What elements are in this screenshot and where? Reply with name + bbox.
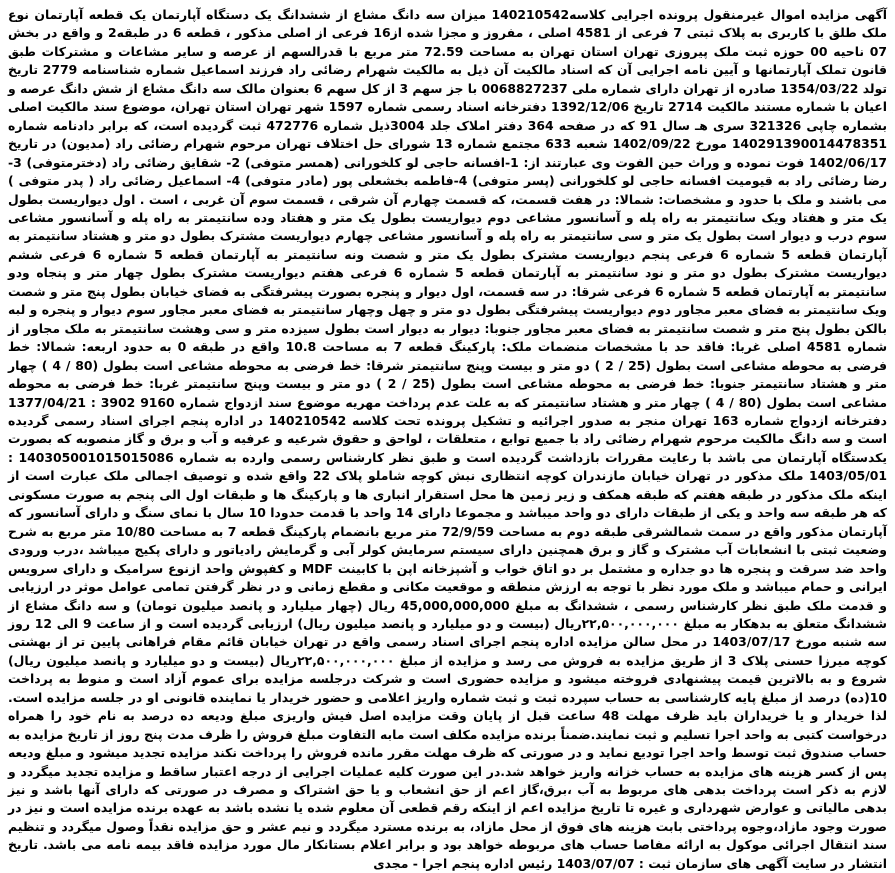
auction-notice-text: آگهی مزایده اموال غیرمنقول پرونده اجرایی کلاسه140210542 میزان سه دانگ مشاع از ششدانگ یک دستگاه آپارتمان یک قطعه آپارتمان نوع ملک طلق با کاربری به پلاک ثبتی 7 فرعی از 4581 اصلی ، مفروز و مجزا شده از16 فرعی از اصلی مذکور ، قطعه 6 در طبقه2 و واقع در بخش 07 ناحیه 00 حوزه ثبت ملک پیروزی تهران استان تهران به مساحت 72.59 متر مربع با قدرالسهم از عرصه و سایر مشاعات و مشترکات طبق قانون تملک آپارتمانها و آیین نامه اجرایی آن که اسناد مالکیت آن ذیل به مالکیت شهرام رضائی راد فرزند اسماعیل شماره شناسنامه 2779 تاریخ تولد 1354/03/22 صادره از تهران دارای شماره ملی 0068827237 با جز سهم 3 از کل سهم 6 بعنوان مالک سه دانگ مشاع از شش دانگ عرصه و اعیان با شماره مستند مالکیت 2714 تاریخ 1392/12/06 دفترخانه اسناد رسمی شماره 1597 شهر تهران استان تهران، موضوع سند مالکیت اصلی بشماره چاپی 321326 سری هـ سال 91 که در صفحه 364 دفتر املاک جلد 3004ذیل شماره 472776 ثبت گردیده است، که برابر دادنامه شماره 140291390014478351 مورخ 1402/09/22 شعبه 633 مجتمع شماره 13 شورای حل اختلاف تهران مرحوم شهرام رضائی راد (مدیون) در تاریخ 1402/06/17 فوت نموده و وراث حین الفوت وی عبارتند از: 1-افسانه حاجی لو کلخورانی (همسر متوفی) 2- شقایق رضائی راد (دخترمتوفی) 3- رضا رضائی راد به قیومیت افسانه حاجی لو کلخورانی (پسر متوفی) 4-فاطمه بخشعلی پور (مادر متوفی) 4- اسماعیل رضائی راد ( پدر متوفی ) می باشند و ملک با حدود و مشخصات: شمالا: در هفت قسمت، که قسمت چهارم آن شرقی ، قسمت سوم آن غربی ، است . اول دیواریست بطول یک متر و هفتاد ویک سانتیمتر به راه پله و آسانسور مشاعی دوم دیواریست بطول یک متر و هفتاد وده سانتیمتر به راه پله و آسانسور مشاعی سوم درب و دیوار است بطول یک متر و سی سانتیمتر به راه پله و آسانسور مشاعی چهارم دیواریست مشترک بطول دو متر و هشتاد سانتیمتر به آپارتمان قطعه 5 شماره 6 فرعی پنجم دیواریست مشترک بطول یک متر و شصت ونه سانتیمتر به آپارتمان قطعه 5 شماره 6 فرعی ششم دیواریست مشترک بطول دو متر و نود سانتیمتر به آپارتمان قطعه 5 شماره 6 فرعی هفتم دیواریست مشترک بطول چهار متر و پنجاه ودو سانتیمتر به آپارتمان قطعه 5 شماره 6 فرعی شرقا: در سه قسمت، اول دیوار و پنجره بصورت پیشرفتگی به فضای خیابان بطول پنج متر و شصت ویک سانتیمتر به فضای معبر مجاور دوم دیواریست پیشرفتگی بطول دو متر و چهل وچهار سانتیمتر به فضای معبر مجاور سوم دیوار و پنجره و لبه بالکن بطول پنج متر و شصت سانتیمتر به فضای معبر مجاور جنوبا: دیوار به دیوار است بطول سیزده متر و سی وهشت سانتیمتر به ملک مجاور از شماره 4581 اصلی غربا: فاقد حد با مشخصات منضمات ملک: پارکینگ قطعه 7 به مساحت 10.8 واقع در طبقه 0 به حدود اربعه: شمالا: خط فرضی به محوطه مشاعی است بطول (25 / 2 ) دو متر و بیست وپنج سانتیمتر شرقا: خط فرضی به محوطه مشاعی است بطول (80 / 4 ) چهار متر و هشتاد سانتیمتر جنوبا: خط فرضی به محوطه مشاعی است بطول (25 / 2 ) دو متر و بیست وپنج سانتیمتر غربا: خط فرضی به محوطه مشاعی است بطول (80 / 4 ) چهار متر و هشتاد سانتیمتر که به علت عدم پرداخت مهریه موضوع سند ازدواج شماره 9160 3902 : 1377/04/21 دفترخانه ازدواج شماره 163 تهران منجر به صدور اجرائیه و تشکیل پرونده تحت کلاسه 140210542 در اداره پنجم اجرای اسناد رسمی گردیده است و سه دانگ مالکیت مرحوم شهرام رضائی راد با جمیع توابع ، متعلقات ، لواحق و حقوق شرعیه و عرفیه و آب و برق و گاز منصوبه که بصورت یکدستگاه آپارتمان می باشد با رعایت مقررات بازداشت گردیده است و طبق نظر کارشناس رسمی وارده به شماره 140305001015015086 : 1403/05/01 ملک مذکور در تهران خیابان مازندران کوچه انتظاری نبش کوچه شاملو پلاک 22 واقع شده و توصیف اجمالی ملک عبارت است از اینکه ملک مذکور در طبقه هفتم که طبقه همکف و زیر زمین ها محل استقرار انباری ها و پارکینگ ها و طبقات اول الی پنجم به صورت مسکونی که هر طبقه سه واحد و یکی از طبقات دارای دو واحد میباشد و مجموعا دارای 14 واحد با قدمت حدودا 10 سال با نمای سنگ و دارای آسانسور که آپارتمان مذکور واقع در سمت شمالشرقی طبقه دوم به مساحت 72/9/59 متر مربع بانضمام پارکینگ قطعه 7 به مساحت 10/80 متر مربع به شرح وضعیت ثبتی با انشعابات آب مشترک و گاز و برق همچنین دارای سیستم سرمایش کولر آبی و گرمایش رادیاتور و دارای پکیج میباشد ،درب ورودی واحد ضد سرقت و پنجره ها دو جداره و مشتمل بر دو اتاق خواب و آشپزخانه اپن با کابینت MDF و کفپوش واحد ازنوع سرامیک و دارای سرویس ایرانی و حمام میباشد و ملک مورد نظر با توجه به ارزش منطقه و موقعیت مکانی و مقطع زمانی و در نظر گرفتن تمامی عوامل موثر در ارزیابی و قدمت ملک طبق نظر کارشناس رسمی ، ششدانگ به مبلغ 45,000,000,000 ریال (چهار میلیارد و پانصد میلیون تومان) و سه دانگ مشاع از ششدانگ متعلق به بدهکار به مبلغ ۲۲,۵۰۰,۰۰۰,۰۰۰ریال (بیست و دو میلیارد و پانصد میلیون ریال) ارزیابی گردیده است و از ساعت 9 الی 12 روز سه شنبه مورخ 1403/07/17 در محل سالن مزایده اداره پنجم اجرای اسناد رسمی واقع در تهران خیابان قائم مقام فراهانی پایین تر از بهشتی کوچه میرزا حسنی پلاک 3 از طریق مزایده به فروش می رسد و مزایده از مبلغ ۲۲,۵۰۰,۰۰۰,۰۰۰ریال (بیست و دو میلیارد و پانصد میلیون ریال) شروع و به بالاترین قیمت پیشنهادی فروخته میشود و مزایده حضوری است و شرکت درجلسه مزایده برای عموم آزاد است و منوط به پرداخت 10(ده) درصد از مبلغ پایه کارشناسی به حساب سپرده ثبت و ثبت شماره واریز اعلامی و حضور خریدار یا نماینده قانونی او در جلسه مزایده است. لذا خریدار و یا خریداران باید ظرف مهلت 48 ساعت قبل از پایان وقت مزایده اصل فیش واریزی مبلغ ودیعه ده درصد به نام خود را همراه درخواست کتبی به واحد اجرا تسلیم و ثبت نمایند.ضمناً برنده مزایده مکلف است مابه التفاوت مبلغ فروش را ظرف مدت پنج روز از تاریخ مزایده به حساب صندوق ثبت توسط واحد اجرا تودیع نماید و در صورتی که ظرف مهلت مقرر مانده فروش را پرداخت نکند مزایده تجدید میشود و مبلغ ودیعه پس از کسر هزینه های مزایده به حساب خزانه واریز خواهد شد.در این صورت کلیه عملیات اجرایی از درجه اعتبار ساقط و مزایده تجدید میگردد و لازم به ذکر است پرداخت بدهی های مربوط به آب ،برق،گاز اعم از حق انشعاب و یا حق اشتراک و مصرف در صورتی که دارای آنها باشد و نیز بدهی مالیاتی و عوارض شهرداری و غیره تا تاریخ مزایده اعم از اینکه رقم قطعی آن معلوم شده یا نشده باشد به عهده برنده مزایده است و نیز در صورت وجود مازاد،وجوه پرداختی بابت هزینه های فوق از محل مازاد، به برنده مسترد میگردد و نیم عشر و حق مزایده نقداً وصول میگردد و تنظیم سند انتقال اجرائی موکول به ارائه مفاصا حساب های مربوطه خواهد بود و برابر اعلام بستانکار مال مورد مزایده فاقد بیمه نامه می باشد. تاریخ انتشار در سایت آگهی های سازمان ثبت : 1403/07/07 رئیس اداره پنجم اجرا - مجدی — [8, 7, 888, 871]
